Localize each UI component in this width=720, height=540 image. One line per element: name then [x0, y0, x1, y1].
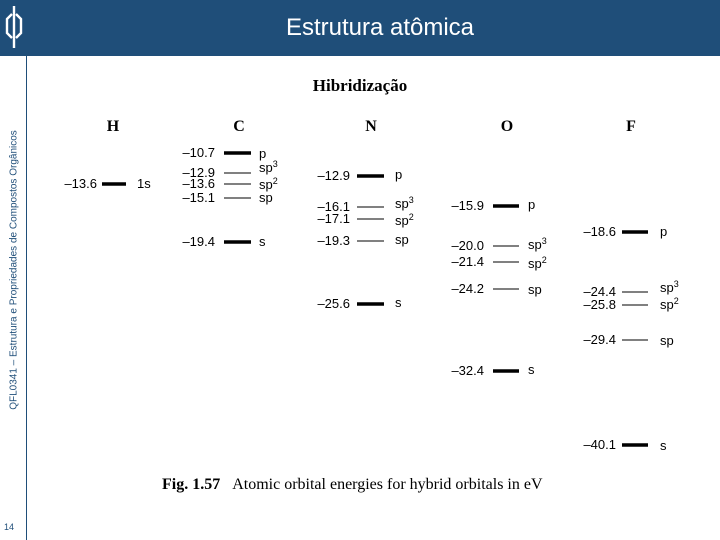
orbital-label: sp: [660, 333, 674, 348]
energy-value: –13.6: [64, 176, 97, 191]
orbital-label: p: [528, 197, 536, 212]
page-number: 14: [4, 522, 15, 532]
orbital-label: $sp^3$: [395, 195, 414, 211]
energy-value: –12.9: [317, 168, 350, 183]
energy-value: –16.1: [317, 199, 350, 214]
orbital-label: $sp^3$: [660, 279, 679, 295]
orbital-label: $sp^2$: [528, 255, 547, 271]
orbital-label: sp: [259, 190, 273, 205]
orbital-label: sp: [528, 282, 542, 297]
figure-number: Fig. 1.57: [162, 476, 221, 493]
energy-value: –13.6: [182, 176, 215, 191]
energy-value: –25.8: [583, 297, 616, 312]
energy-value: –21.4: [451, 254, 484, 269]
orbital-label: $sp^2$: [395, 212, 414, 228]
energy-value: –15.1: [182, 190, 215, 205]
element-heading-o: O: [500, 118, 514, 135]
orbital-label: s: [660, 438, 667, 453]
element-heading-n: N: [365, 118, 377, 135]
orbital-label: $sp^3$: [528, 236, 547, 252]
page-title: Estrutura atômica: [285, 14, 475, 41]
figure-caption: [162, 476, 543, 494]
energy-value: –18.6: [583, 224, 616, 239]
orbital-label: s: [528, 362, 535, 377]
orbital-label: sp: [395, 232, 409, 247]
orbital-label: $sp^2$: [660, 296, 679, 312]
energy-value: –32.4: [451, 363, 484, 378]
figure-caption-text: Atomic orbital energies for hybrid orbitals in eV: [232, 476, 543, 493]
element-heading-h: H: [106, 118, 120, 135]
orbital-label: p: [660, 224, 668, 239]
orbital-label: p: [259, 146, 267, 161]
orbital-label: $sp^3$: [259, 159, 278, 175]
slide-subtitle: Hibridização: [312, 76, 408, 95]
orbital-label: p: [395, 167, 403, 182]
element-heading-c: C: [233, 118, 245, 135]
orbital-label: $sp^2$: [259, 176, 278, 192]
energy-value: –17.1: [317, 211, 350, 226]
energy-value: –24.2: [451, 281, 484, 296]
energy-value: –15.9: [451, 198, 484, 213]
energy-value: –29.4: [583, 332, 616, 347]
energy-value: –24.4: [583, 284, 616, 299]
element-heading-f: F: [626, 118, 636, 135]
energy-value: –20.0: [451, 238, 484, 253]
energy-value: –19.3: [317, 233, 350, 248]
orbital-label: s: [395, 295, 402, 310]
course-label: QFL0341 – Estrutura e Propriedades de Compostos Orgânicos: [8, 130, 20, 410]
energy-value: –40.1: [583, 437, 616, 452]
orbital-label: s: [259, 234, 266, 249]
energy-value: –10.7: [182, 145, 215, 160]
energy-value: –12.9: [182, 165, 215, 180]
energy-value: –25.6: [317, 296, 350, 311]
energy-value: –19.4: [182, 234, 215, 249]
orbital-label: 1s: [137, 176, 151, 191]
